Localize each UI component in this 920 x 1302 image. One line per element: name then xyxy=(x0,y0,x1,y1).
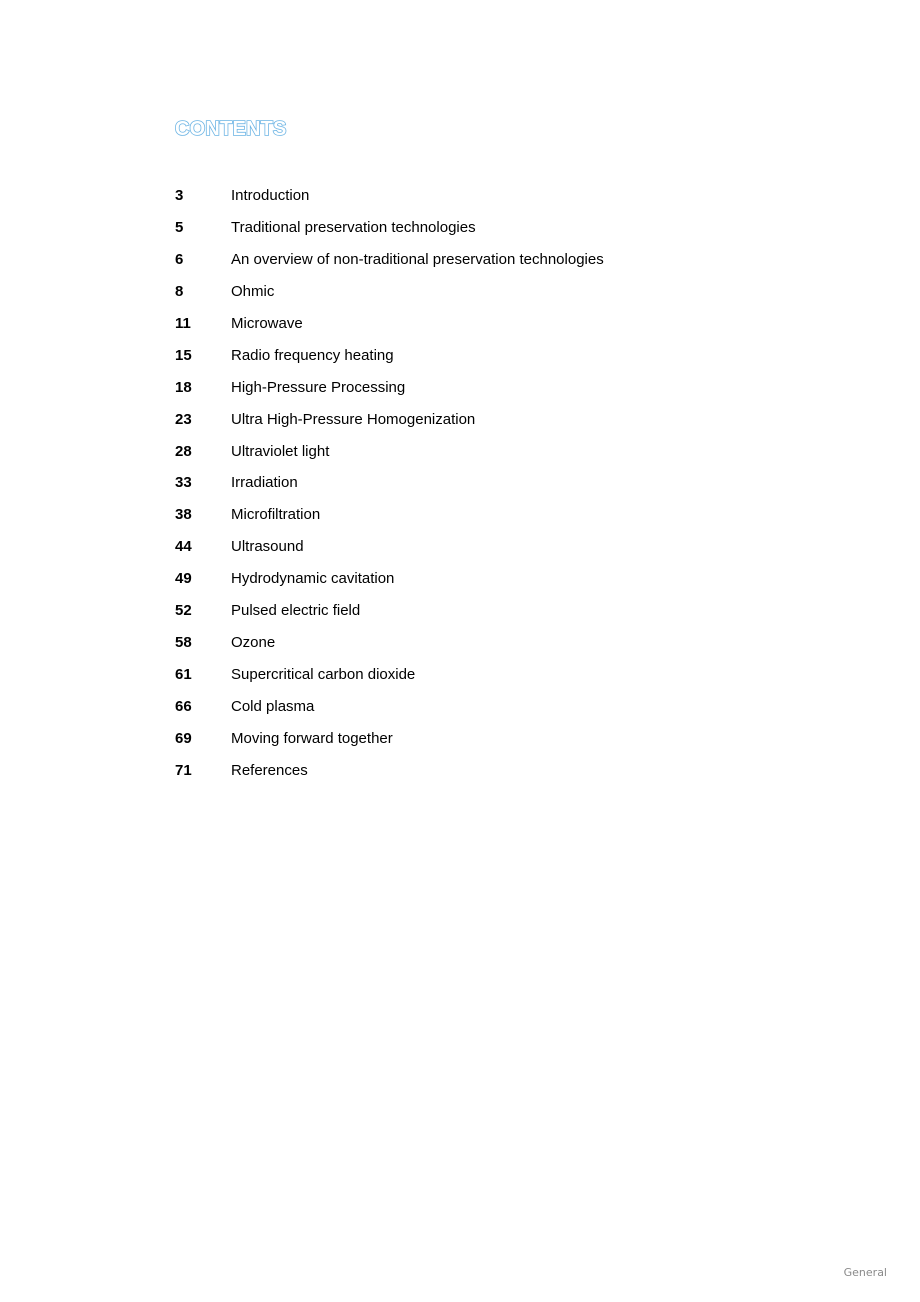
toc-page-number: 23 xyxy=(175,410,192,428)
toc-entry-ultra-high-pressure-homogenization[interactable] xyxy=(175,408,604,440)
toc-page-number: 33 xyxy=(175,474,192,492)
toc-entry-hydrodynamic-cavitation[interactable] xyxy=(175,567,604,599)
toc-entry-non-traditional-overview[interactable] xyxy=(175,248,604,280)
toc-entry-ozone[interactable] xyxy=(175,631,604,663)
toc-page-number: 6 xyxy=(175,250,184,268)
toc-page-number: 52 xyxy=(175,602,192,620)
toc-entry-supercritical-carbon-dioxide[interactable] xyxy=(175,663,604,695)
toc-entry-label: Ultra High-Pressure Homogenization xyxy=(231,410,476,428)
toc-page-number: 8 xyxy=(175,282,184,300)
toc-entry-pulsed-electric-field[interactable] xyxy=(175,599,604,631)
toc-page-number: 69 xyxy=(175,729,192,747)
toc-page-number: 71 xyxy=(175,761,192,779)
toc-entry-label: Moving forward together xyxy=(231,729,393,747)
toc-page-number: 11 xyxy=(175,314,191,332)
toc-page-number: 61 xyxy=(175,666,192,684)
toc-entry-label: Radio frequency heating xyxy=(231,346,394,364)
toc-entry-label: Pulsed electric field xyxy=(231,602,361,620)
toc-entry-ohmic[interactable] xyxy=(175,280,604,312)
toc-page-number: 5 xyxy=(175,218,184,236)
table-of-contents xyxy=(175,184,604,791)
toc-entry-references[interactable] xyxy=(175,759,604,791)
toc-entry-label: Traditional preservation technologies xyxy=(231,218,476,236)
toc-entry-label: Ohmic xyxy=(231,282,275,300)
toc-entry-label: Microwave xyxy=(231,314,303,332)
toc-entry-label: References xyxy=(231,761,308,779)
toc-entry-microfiltration[interactable] xyxy=(175,503,604,535)
contents-heading: CONTENTS xyxy=(175,118,287,140)
toc-entry-irradiation[interactable] xyxy=(175,471,604,503)
toc-page-number: 49 xyxy=(175,570,192,588)
toc-entry-microwave[interactable] xyxy=(175,312,604,344)
toc-entry-radio-frequency-heating[interactable] xyxy=(175,344,604,376)
toc-entry-ultrasound[interactable] xyxy=(175,535,604,567)
toc-entry-label: An overview of non-traditional preservation technologies xyxy=(231,250,604,268)
toc-page-number: 44 xyxy=(175,538,192,556)
toc-entry-label: Ozone xyxy=(231,634,276,652)
classification-label: General xyxy=(843,1266,887,1279)
toc-entry-label: Ultraviolet light xyxy=(231,442,330,460)
toc-entry-label: Introduction xyxy=(231,187,310,204)
toc-page-number: 15 xyxy=(175,346,192,364)
toc-entry-moving-forward-together[interactable] xyxy=(175,727,604,759)
toc-entry-label: Irradiation xyxy=(231,474,298,492)
toc-entry-label: Cold plasma xyxy=(231,698,315,715)
toc-page-number: 28 xyxy=(175,442,192,460)
toc-page-number: 38 xyxy=(175,506,192,524)
toc-entry-high-pressure-processing[interactable] xyxy=(175,376,604,408)
toc-entry-traditional-preservation[interactable] xyxy=(175,216,604,248)
toc-entry-label: High-Pressure Processing xyxy=(231,378,406,396)
toc-page-number: 3 xyxy=(175,187,184,204)
toc-page-number: 58 xyxy=(175,634,192,652)
toc-entry-cold-plasma[interactable] xyxy=(175,695,604,727)
toc-entry-label: Ultrasound xyxy=(231,538,304,556)
toc-entry-label: Hydrodynamic cavitation xyxy=(231,570,395,588)
toc-entry-label: Supercritical carbon dioxide xyxy=(231,666,416,684)
toc-entry-introduction[interactable] xyxy=(175,184,604,216)
toc-page-number: 18 xyxy=(175,378,192,396)
toc-entry-ultraviolet-light[interactable] xyxy=(175,440,604,472)
toc-page-number: 66 xyxy=(175,698,192,715)
toc-entry-label: Microfiltration xyxy=(231,506,321,524)
